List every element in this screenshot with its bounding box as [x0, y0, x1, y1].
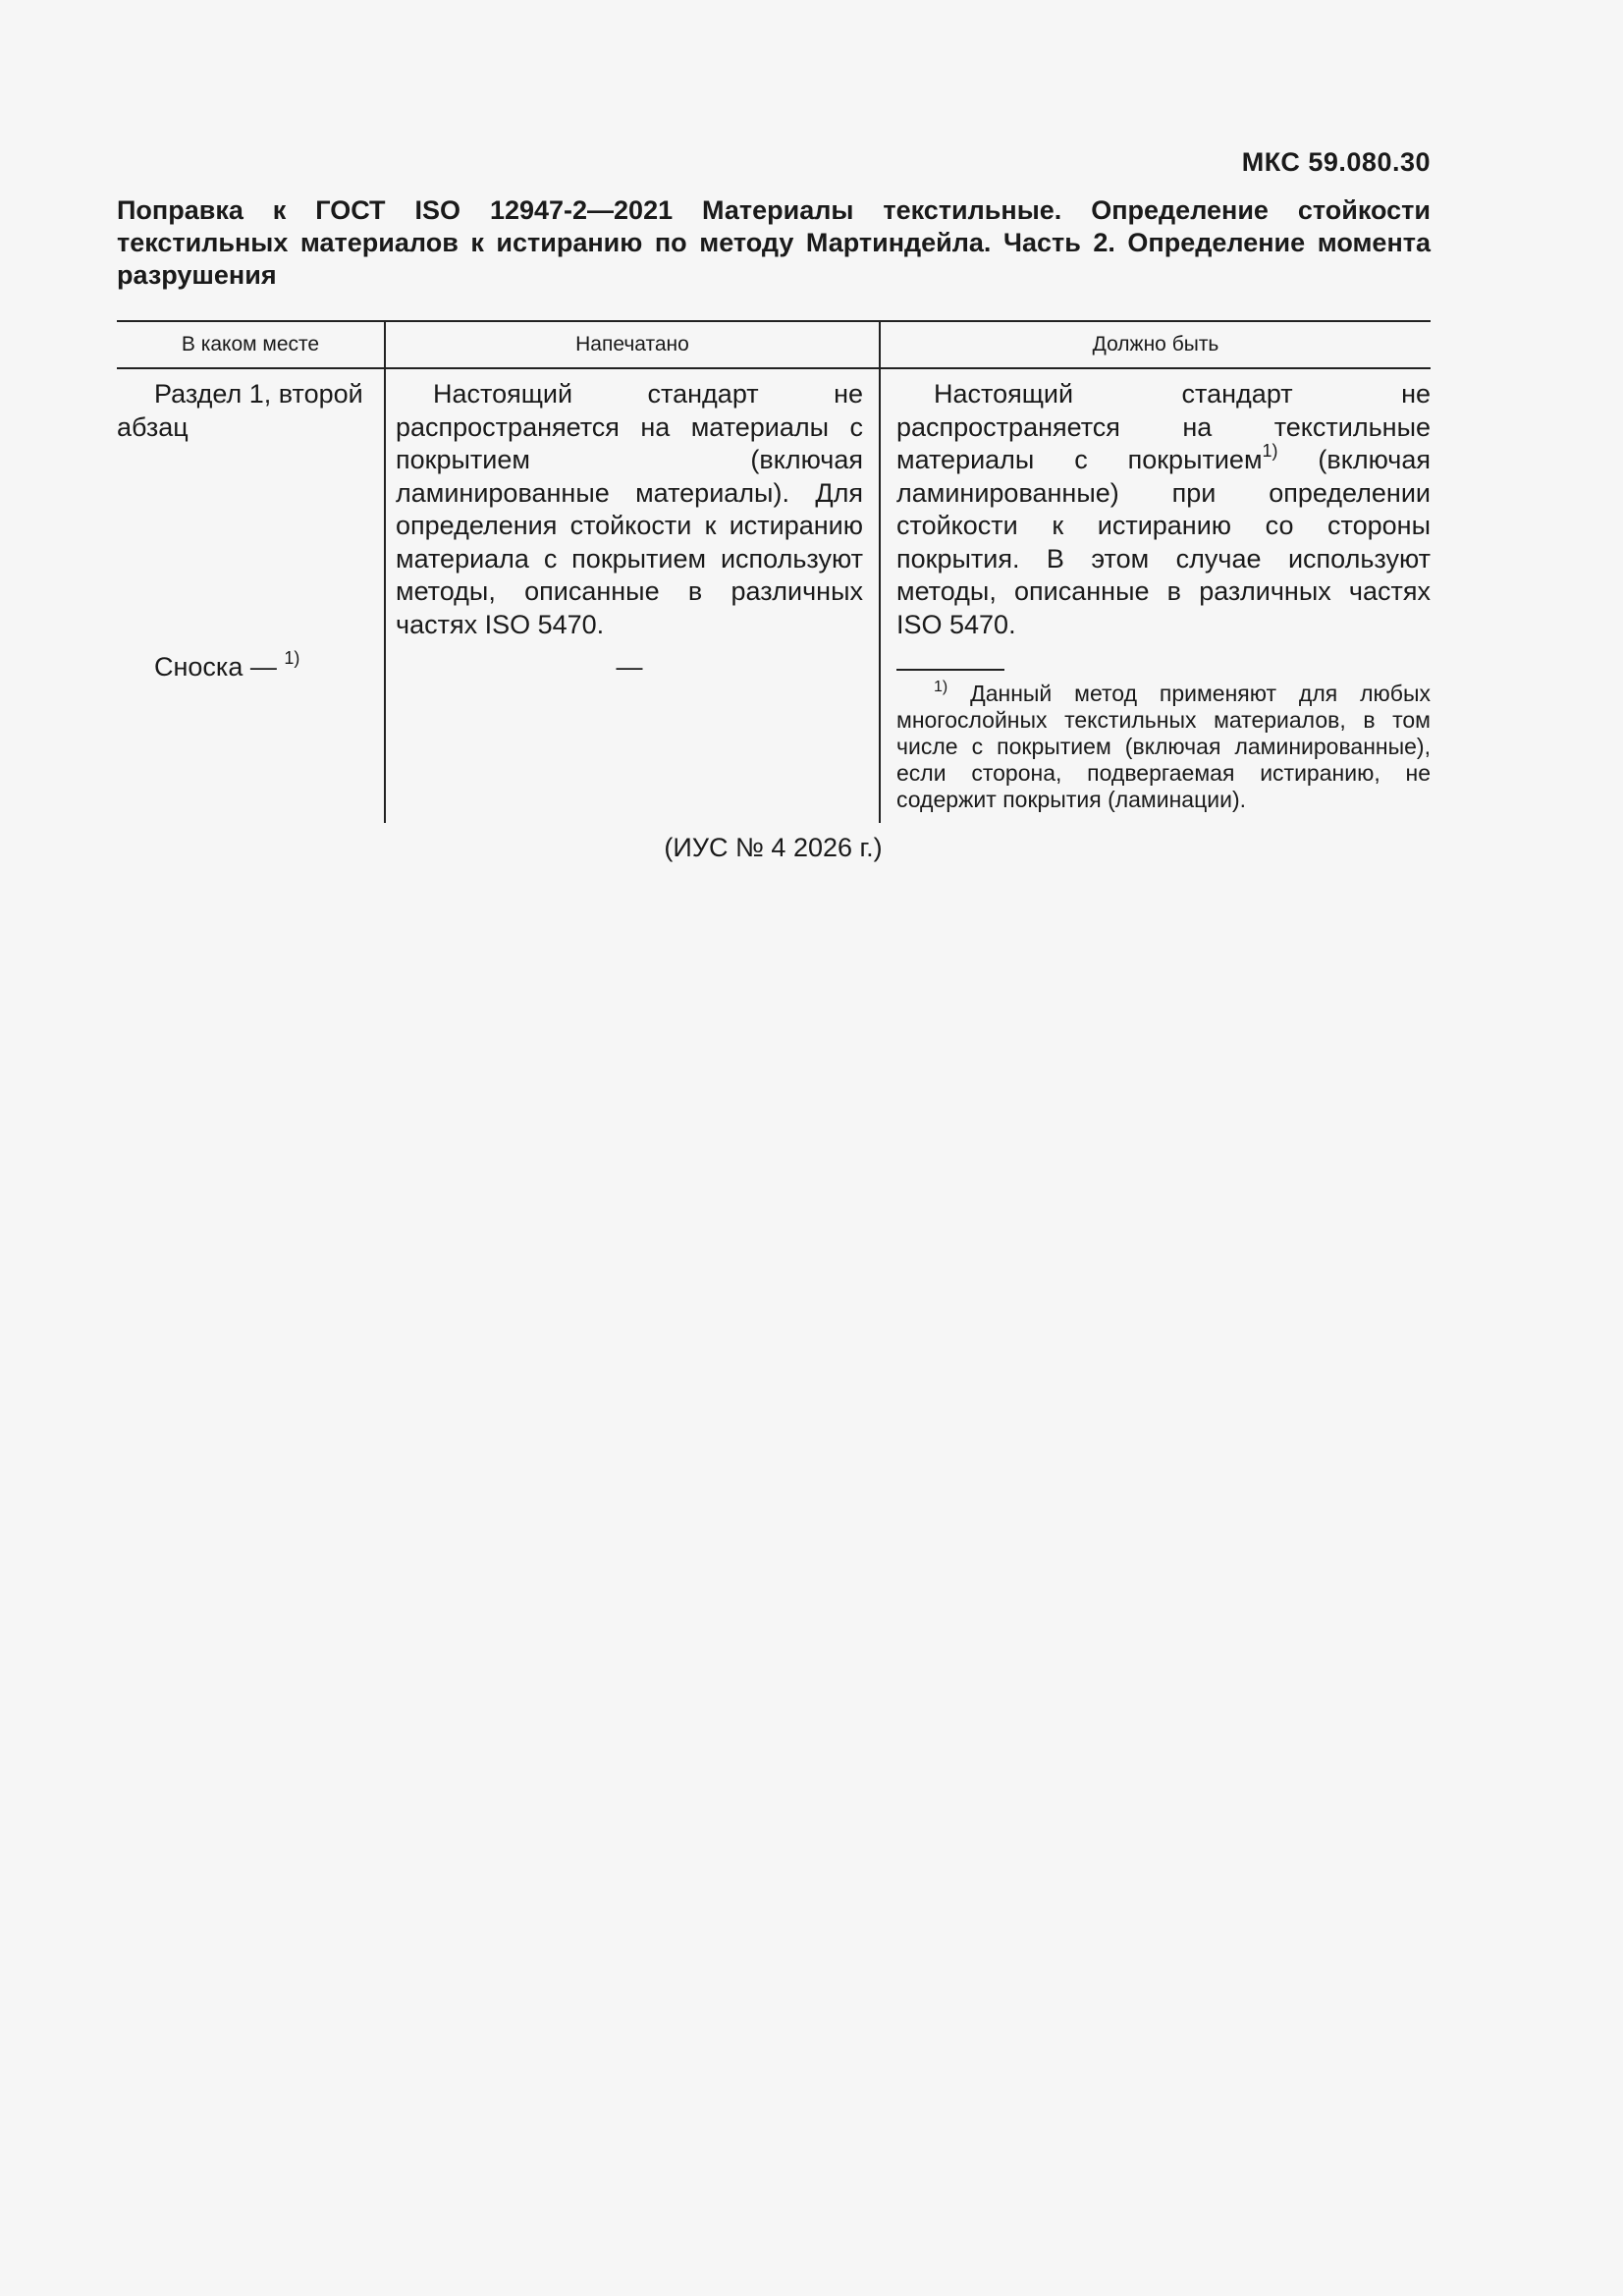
printed-cell — [385, 368, 880, 641]
place-text: Раздел 1, второй абзац — [117, 379, 363, 442]
document-title: Поправка к ГОСТ ISO 12947-2—2021 Материалы текстильные. Определение стойкости текстильных материалов к истиранию по методу Мартиндейла. Часть 2. Определение момента разрушения — [117, 195, 1431, 290]
should-be-text-part1: Настоящий стандарт не распространяется на текстильные материалы с покрытием — [896, 379, 1431, 474]
column-header-printed: Напечатано — [385, 321, 880, 368]
place-text-label: Сноска — — [154, 652, 285, 682]
footnote-text — [896, 681, 1431, 813]
table-row — [117, 641, 1431, 823]
footnote-marker: 1) — [934, 679, 948, 695]
printed-cell — [385, 641, 880, 823]
should-be-text-part2: (включая ламинированные) при определении стойкости к истиранию со стороны покрытия. В этом случае используют методы, описанные в различных частях ISO 5470. — [896, 445, 1431, 639]
footnote-reference: 1) — [1262, 441, 1278, 461]
mks-code: МКС 59.080.30 — [1241, 147, 1431, 177]
printed-dash: — — [616, 652, 643, 682]
should-be-text — [896, 378, 1431, 641]
place-cell — [117, 368, 385, 641]
ius-reference: (ИУС № 4 2026 г.) — [664, 833, 883, 862]
column-header-place: В каком месте — [117, 321, 385, 368]
should-be-cell — [880, 368, 1431, 641]
place-cell — [117, 641, 385, 823]
table-header-row — [117, 321, 1431, 368]
place-text — [117, 648, 376, 684]
should-be-cell — [880, 641, 1431, 823]
correction-table — [117, 320, 1431, 823]
table-row — [117, 368, 1431, 641]
footnote-separator — [896, 669, 1004, 671]
footnote-reference: 1) — [284, 648, 300, 668]
column-header-should-be: Должно быть — [880, 321, 1431, 368]
printed-text: Настоящий стандарт не распространяется на материалы с покрытием (включая ламинированные материалы). Для определения стойкости к истиранию материала с покрытием используют методы, описанные в различных частях ISO 5470. — [396, 379, 863, 639]
footnote-body: Данный метод применяют для любых многослойных текстильных материалов, в том числе с покрытием (включая ламинированные), если сторона, подвергаемая истиранию, не содержит покрытия (ламинации). — [896, 681, 1431, 812]
